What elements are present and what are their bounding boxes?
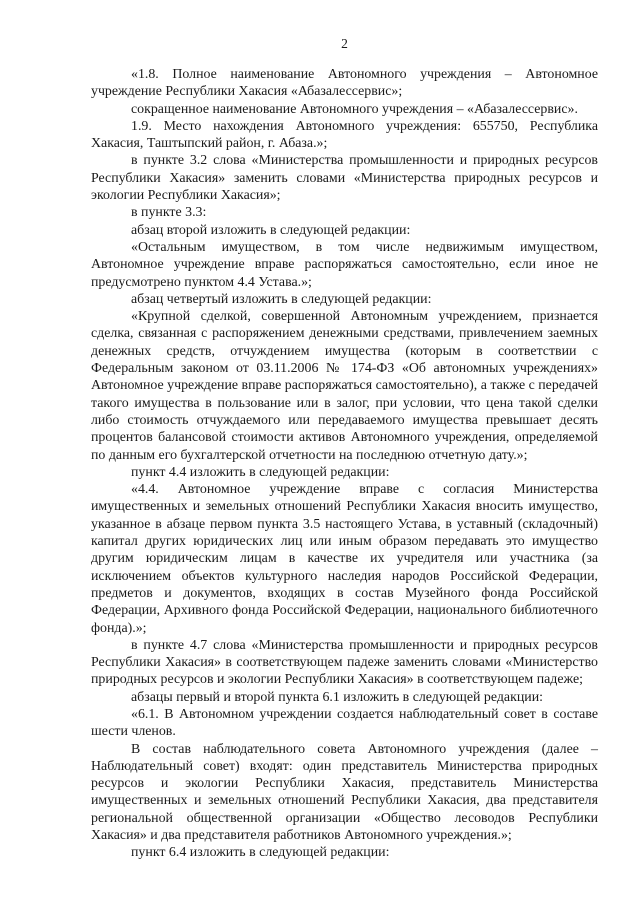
paragraph: в пункте 3.2 слова «Министерства промышленности и природных ресурсов Республики Хакасия» заменить словами «Министерства природных ресурсов и экологии Республики Хакасия»; xyxy=(91,153,598,204)
paragraph: В состав наблюдательного совета Автономного учреждения (далее – Наблюдательный совет) входят: один представитель Министерства природных ресурсов и экологии Республики Хакасия, представитель Министерства имущественных и земельных отношений Республики Хакасия, два представителя региональной общественной организации «Общество лесоводов Республики Хакасия» и два представителя работников Автономного учреждения.»; xyxy=(91,741,598,844)
paragraph: сокращенное наименование Автономного учреждения – «Абазалессервис». xyxy=(131,101,578,117)
page-number: 2 xyxy=(341,36,348,51)
paragraph: «Крупной сделкой, совершенной Автономным учреждением, признается сделка, связанная с распоряжением денежными средствами, привлечением заемных денежных средств, отчуждением имущества (которым в соответствии с Федеральным законом от 03.11.2006 № 174-ФЗ «Об автономных учреждениях» Автономное учреждение вправе распоряжаться самостоятельно), а также с передачей такого имущества в пользование или в залог, при условии, что цена такой сделки либо стоимость отчуждаемого или передаваемого имущества превышает десять процентов балансовой стоимости активов Автономного учреждения, определяемой по данным его бухгалтерской отчетности на последнюю отчетную дату.»; xyxy=(91,309,599,463)
paragraph: абзац четвертый изложить в следующей редакции: xyxy=(131,291,432,307)
paragraph: «1.8. Полное наименование Автономного учреждения – Автономное учреждение Республики Хакасия «Абазалессервис»; xyxy=(91,67,598,100)
paragraph: «4.4. Автономное учреждение вправе с согласия Министерства имущественных и земельных отношений Республики Хакасия вносить имущество, указанное в абзаце первом пункта 3.5 настоящего Устава, в уставный (складочный) капитал других юридических лиц или иным образом передавать это имущество другим юридическим лицам в качестве их учредителя или участника (за исключением объектов культурного наследия народов Российской Федерации, предметов и документов, входящих в состав Музейного фонда Российской Федерации, Архивного фонда Российской Федерации, национального библиотечного фонда).»; xyxy=(91,482,598,636)
paragraph: 1.9. Место нахождения Автономного учреждения: 655750, Республика Хакасия, Таштыпский район, г. Абаза.»; xyxy=(91,118,598,152)
paragraph: пункт 4.4 изложить в следующей редакции: xyxy=(131,464,390,480)
document-body xyxy=(91,66,598,862)
paragraph: в пункте 3.3: xyxy=(131,205,207,221)
paragraph: пункт 6.4 изложить в следующей редакции: xyxy=(131,845,390,861)
paragraph: «6.1. В Автономном учреждении создается наблюдательный совет в составе шести членов. xyxy=(91,706,598,740)
paragraph: абзац второй изложить в следующей редакции: xyxy=(131,222,411,238)
paragraph: «Остальным имуществом, в том числе недвижимым имуществом, Автономное учреждение вправе распоряжаться самостоятельно, если иное не предусмотрено пунктом 4.4 Устава.»; xyxy=(91,239,598,290)
paragraph: в пункте 4.7 слова «Министерства промышленности и природных ресурсов Республики Хакасия» в соответствующем падеже заменить словами «Министерство природных ресурсов и экологии Республики Хакасия» в соответствующем падеже; xyxy=(91,637,598,688)
paragraph: абзацы первый и второй пункта 6.1 изложить в следующей редакции: xyxy=(131,689,544,705)
